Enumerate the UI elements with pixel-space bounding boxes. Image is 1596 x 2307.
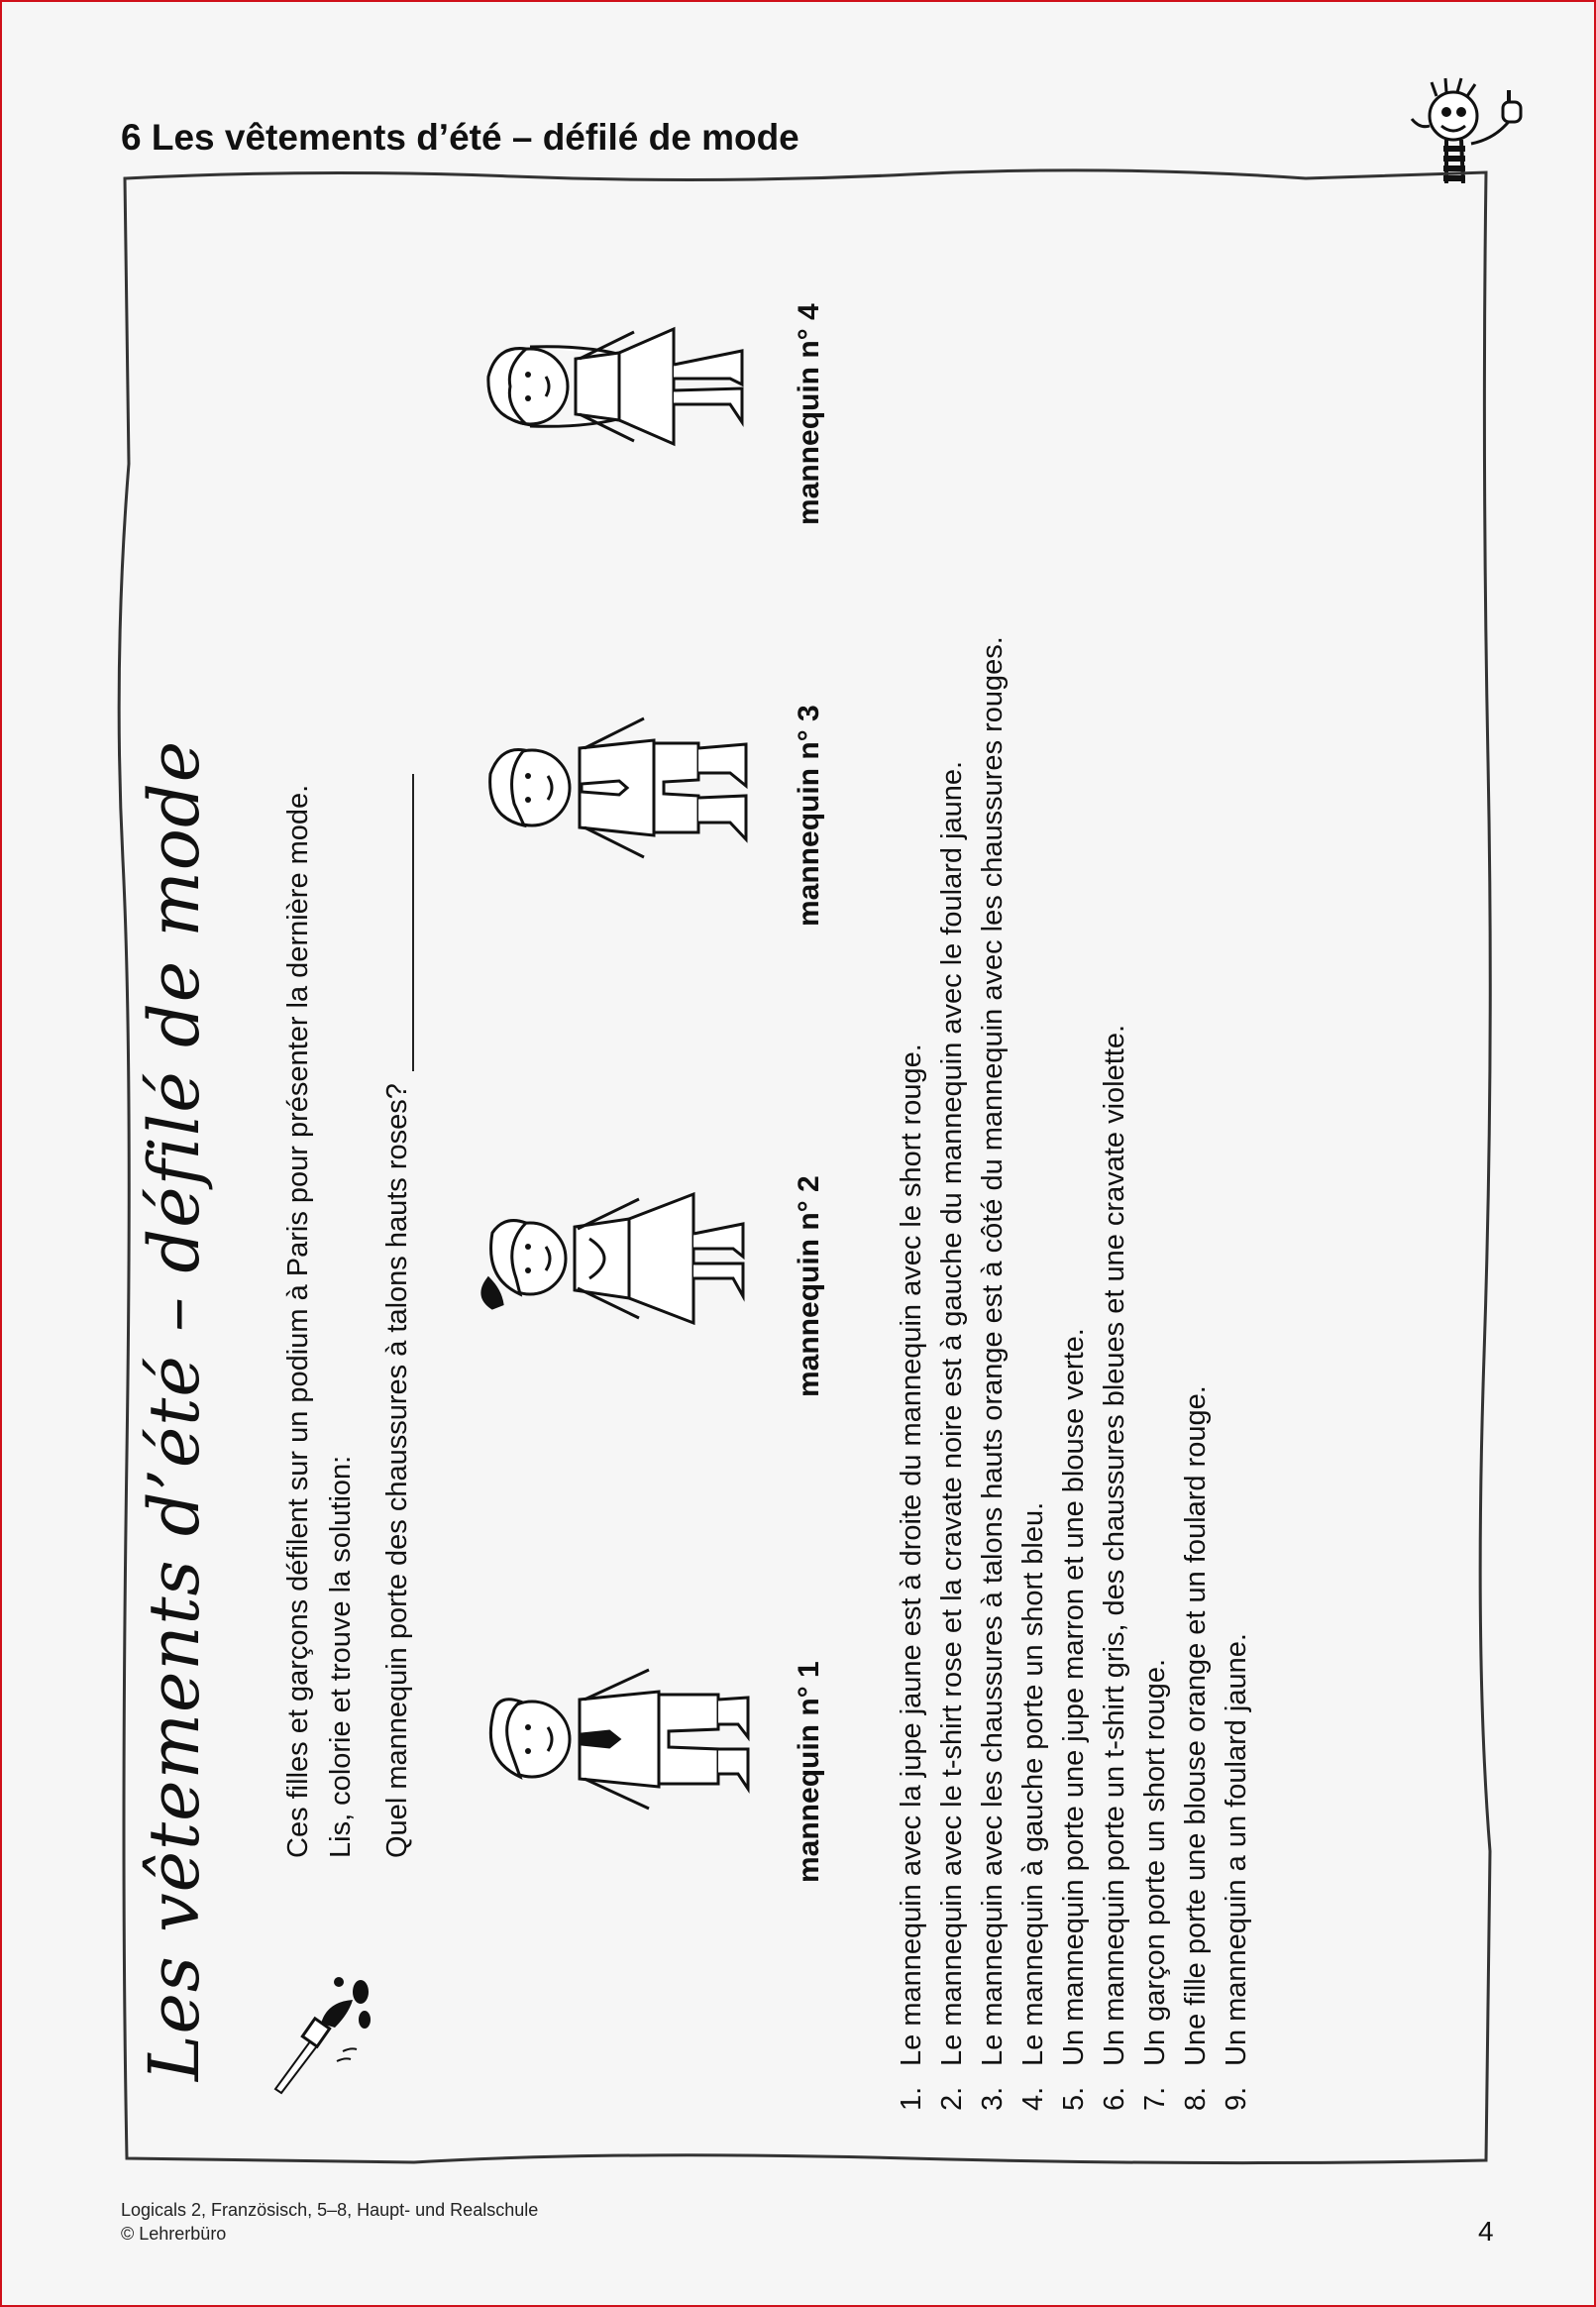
footer-source-line-2: © Lehrerbüro [121,2224,227,2244]
boy-figure-icon [471,619,758,956]
clue-item: 9. Un mannequin a un foulard jaune. [1221,1633,1252,2111]
intro-line-1: Ces filles et garçons défilent sur un podium à Paris pour présenter la dernière mode. [282,784,314,1858]
boy-figure-icon [471,1571,758,1908]
clue-item: 4. Le mannequin à gauche porte un short bleu. [1017,1501,1049,2111]
mannequin-figure-2 [471,1090,763,1427]
footer-source-line-1: Logicals 2, Französisch, 5–8, Haupt- und Realschule [121,2200,539,2220]
clue-item: 8. Une fille porte une blouse orange et un foulard rouge. [1180,1385,1212,2111]
question-row [381,774,414,1858]
mannequin-figure-1 [471,1571,763,1908]
worksheet-content [134,198,1471,2111]
worksheet-title: Les vêtements d’été – défilé de mode [134,739,215,2081]
clue-item: 7. Un garçon porte un short rouge. [1139,1658,1171,2111]
girl-figure-icon [471,218,758,555]
mannequin-label-4: mannequin n° 4 [793,303,825,525]
question-text: Quel mannequin porte des chaussures à talons hauts roses? [381,1083,413,1858]
clue-item: 3. Le mannequin avec les chaussures à talons hauts orange est à côté du mannequin avec les chaussures rouges. [977,636,1009,2111]
footer-source [121,2198,538,2246]
intro-text [277,173,363,1858]
clue-item: 5. Un mannequin porte une jupe marron et une blouse verte. [1058,1328,1090,2111]
clue-item: 6. Un mannequin porte un t-shirt gris, des chaussures bleues et une cravate violette. [1099,1024,1130,2111]
mannequin-figure-3 [471,619,763,956]
mannequin-label-2: mannequin n° 2 [793,1175,825,1397]
answer-line[interactable] [382,774,414,1071]
mannequin-label-1: mannequin n° 1 [793,1661,825,1883]
clue-item: 2. Le mannequin avec le t-shirt rose et la cravate noire est à gauche du mannequin avec le foulard jaune. [936,760,968,2111]
mannequin-figure-4 [471,218,763,555]
girl-figure-icon [471,1090,758,1427]
mannequin-label-3: mannequin n° 3 [793,705,825,927]
clue-item: 1. Le mannequin avec la jupe jaune est à droite du mannequin avec le short rouge. [896,1044,927,2111]
page-title: 6 Les vêtements d’été – défilé de mode [121,117,799,158]
clue-list [892,636,1257,2111]
page-number: 4 [1478,2216,1494,2247]
paintbrush-icon [258,1972,376,2111]
intro-line-2: Lis, colorie et trouve la solution: [325,1455,357,1858]
